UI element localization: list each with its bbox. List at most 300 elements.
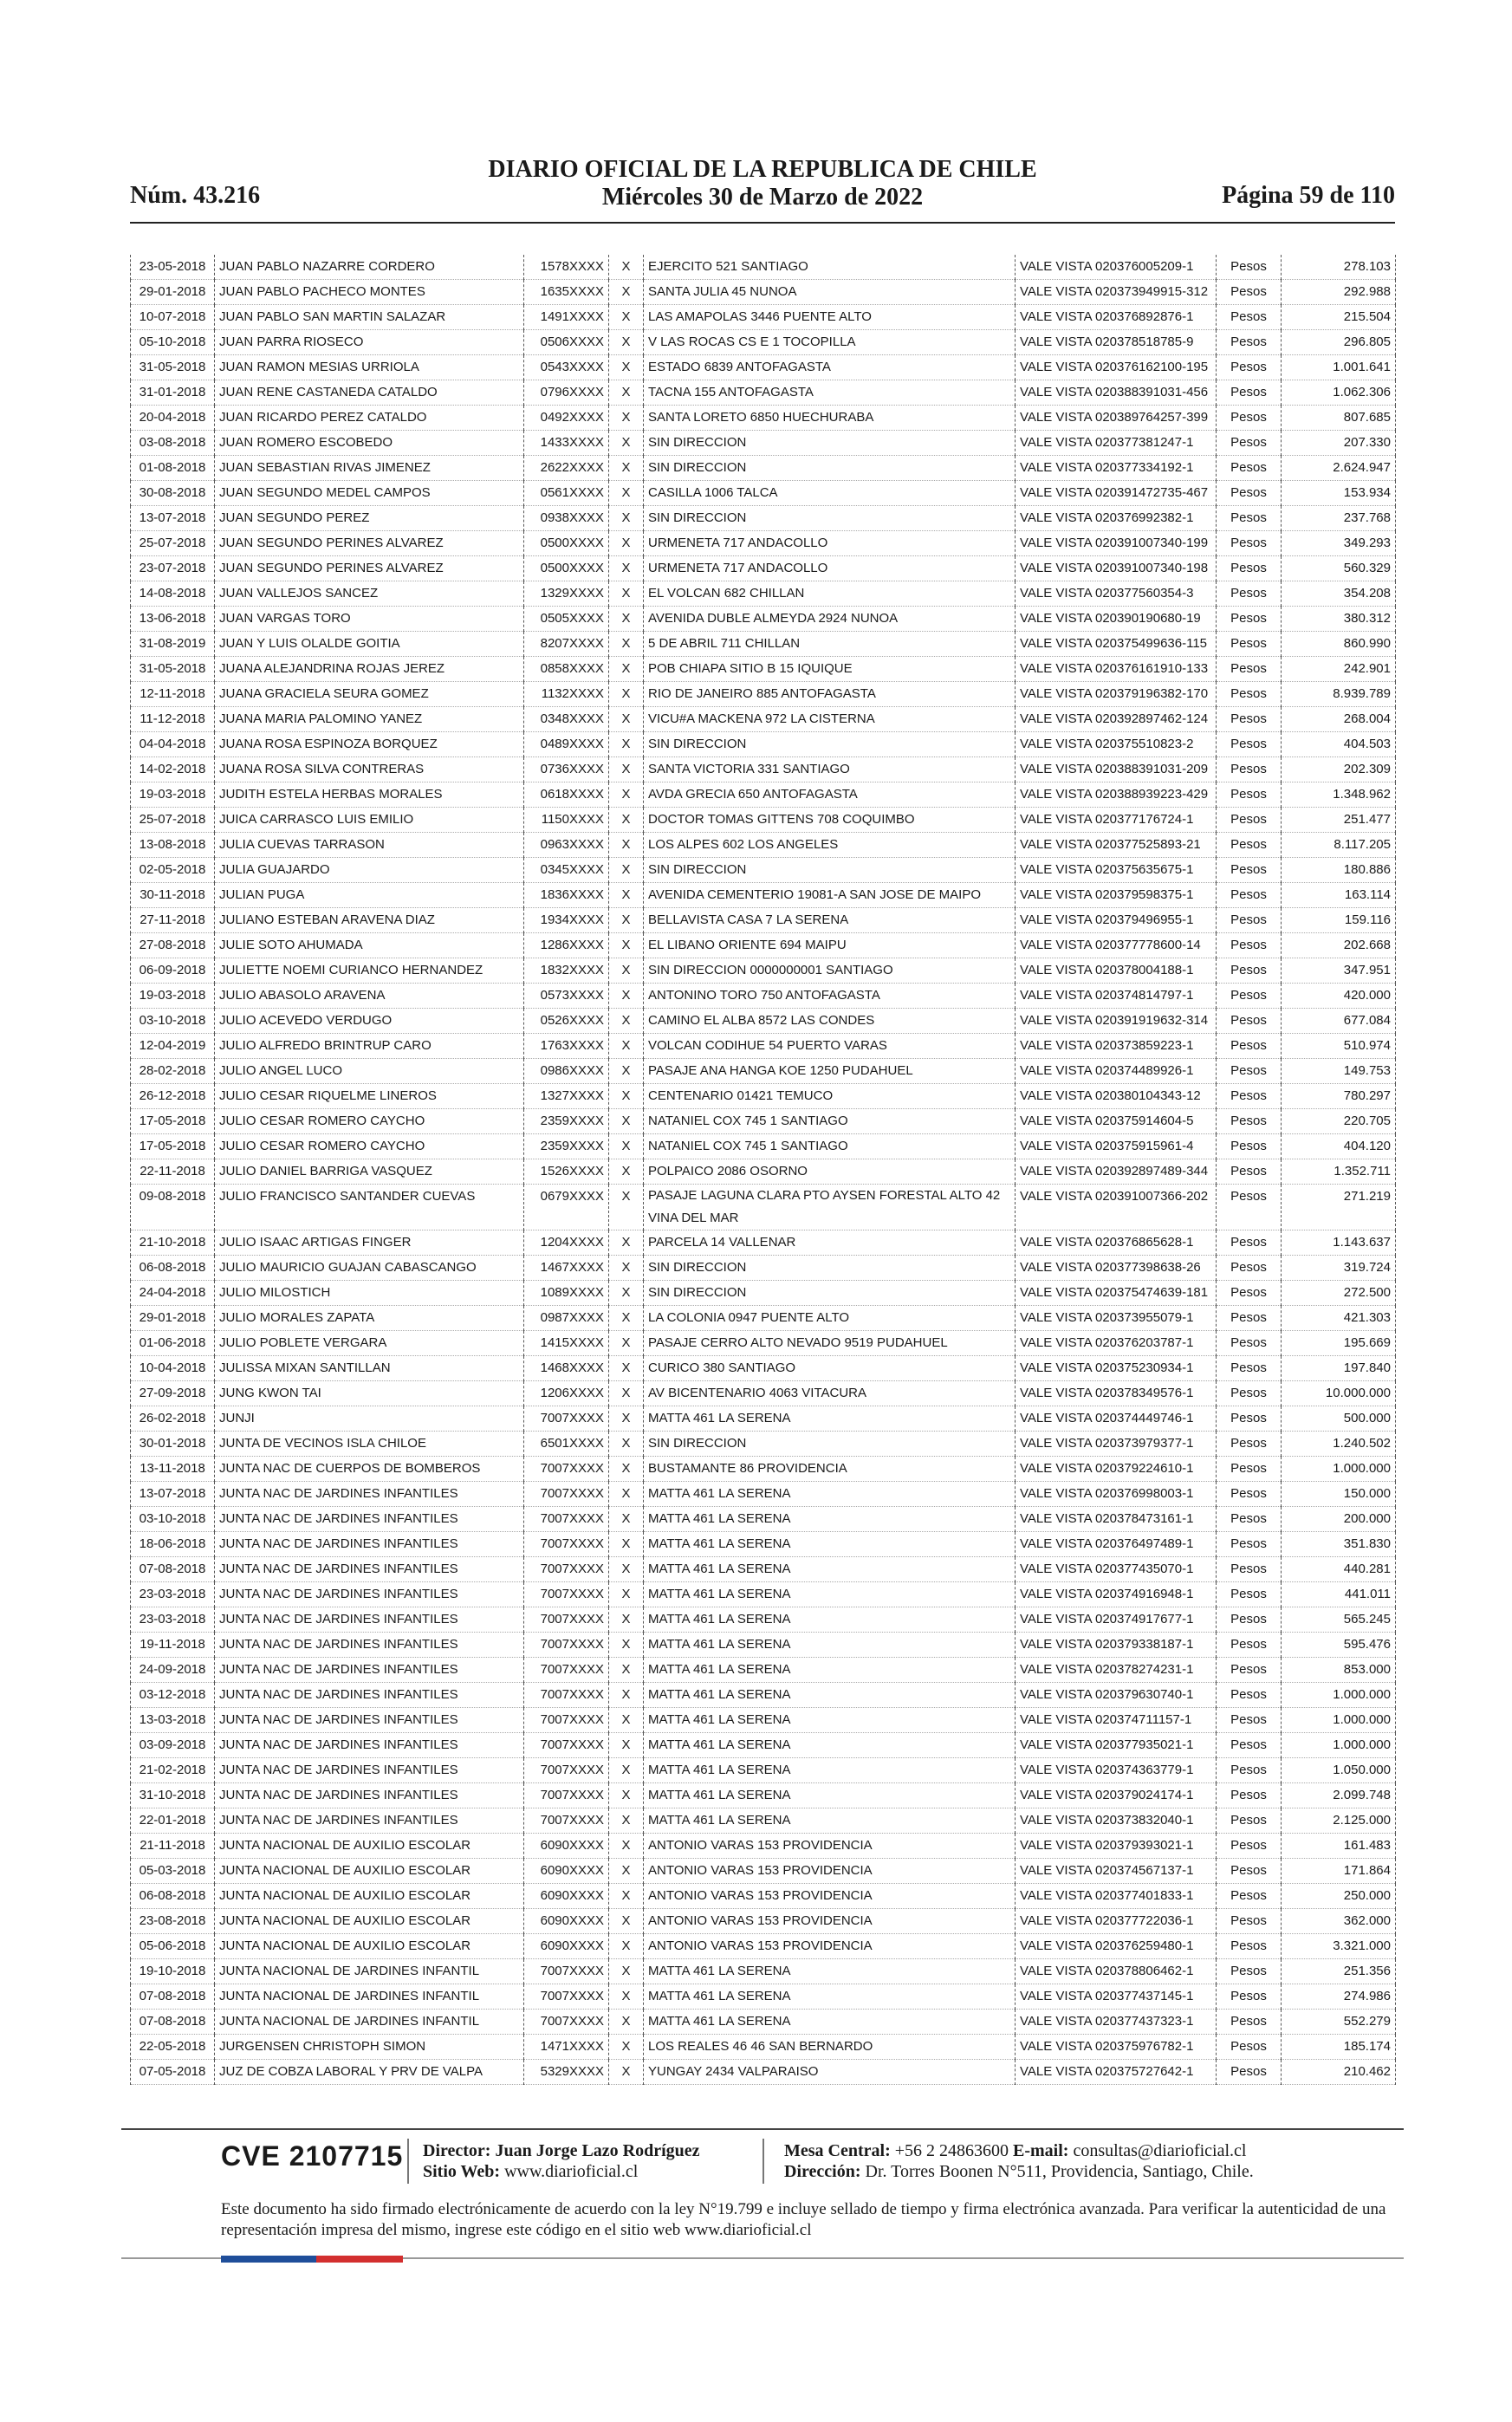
date-cell: 31-05-2018	[131, 355, 215, 380]
currency-cell: Pesos	[1217, 1582, 1282, 1607]
mark-cell: X	[609, 1808, 644, 1834]
rut-cell: 7007XXXX	[524, 1607, 609, 1633]
table-row	[131, 1159, 1396, 1185]
name-cell: JUNTA NACIONAL DE AUXILIO ESCOLAR	[215, 1909, 524, 1934]
table-row	[131, 1733, 1396, 1758]
amount-cell: 274.986	[1282, 1984, 1396, 2010]
name-cell: JUNTA NACIONAL DE JARDINES INFANTIL	[215, 1984, 524, 2010]
table-row	[131, 1934, 1396, 1959]
mark-cell: X	[609, 1230, 644, 1256]
date-cell: 13-07-2018	[131, 506, 215, 531]
amount-cell: 171.864	[1282, 1859, 1396, 1884]
rut-cell: 0679XXXX	[524, 1185, 609, 1230]
rut-cell: 1468XXXX	[524, 1356, 609, 1381]
document-cell: VALE VISTA 020378004188-1	[1016, 958, 1217, 984]
rut-cell: 0986XXXX	[524, 1059, 609, 1084]
date-cell: 23-05-2018	[131, 255, 215, 280]
currency-cell: Pesos	[1217, 1084, 1282, 1109]
document-cell: VALE VISTA 020377398638-26	[1016, 1256, 1217, 1281]
mark-cell: X	[609, 1758, 644, 1783]
mark-cell: X	[609, 1733, 644, 1758]
address-cell: AVENIDA CEMENTERIO 19081-A SAN JOSE DE MAIPO	[644, 883, 1016, 908]
rut-cell: 7007XXXX	[524, 1532, 609, 1557]
name-cell: JUNTA NAC DE JARDINES INFANTILES	[215, 1507, 524, 1532]
name-cell: JULIO FRANCISCO SANTANDER CUEVAS	[215, 1185, 524, 1230]
amount-cell: 1.000.000	[1282, 1683, 1396, 1708]
rut-cell: 7007XXXX	[524, 1783, 609, 1808]
document-cell: VALE VISTA 020375230934-1	[1016, 1356, 1217, 1381]
amount-cell: 560.329	[1282, 556, 1396, 581]
document-cell: VALE VISTA 020377437145-1	[1016, 1984, 1217, 2010]
amount-cell: 1.143.637	[1282, 1230, 1396, 1256]
name-cell: JUANA ROSA ESPINOZA BORQUEZ	[215, 732, 524, 757]
amount-cell: 8.939.789	[1282, 682, 1396, 707]
date-cell: 19-03-2018	[131, 782, 215, 808]
rut-cell: 0500XXXX	[524, 556, 609, 581]
rut-cell: 0489XXXX	[524, 732, 609, 757]
name-cell: JUAN VALLEJOS SANCEZ	[215, 581, 524, 607]
table-row	[131, 1758, 1396, 1783]
contact-block	[784, 2140, 1254, 2182]
document-cell: VALE VISTA 020374489926-1	[1016, 1059, 1217, 1084]
rut-cell: 6501XXXX	[524, 1432, 609, 1457]
address-cell: POLPAICO 2086 OSORNO	[644, 1159, 1016, 1185]
date-cell: 12-11-2018	[131, 682, 215, 707]
mark-cell: X	[609, 280, 644, 305]
address-cell: ANTONIO VARAS 153 PROVIDENCIA	[644, 1934, 1016, 1959]
table-row	[131, 933, 1396, 958]
address-cell: AVDA GRECIA 650 ANTOFAGASTA	[644, 782, 1016, 808]
currency-cell: Pesos	[1217, 1959, 1282, 1984]
name-cell: JULISSA MIXAN SANTILLAN	[215, 1356, 524, 1381]
date-cell: 05-06-2018	[131, 1934, 215, 1959]
date-cell: 01-06-2018	[131, 1331, 215, 1356]
date-cell: 07-08-2018	[131, 1984, 215, 2010]
address-cell: SIN DIRECCION	[644, 1281, 1016, 1306]
address-cell: AVENIDA DUBLE ALMEYDA 2924 NUNOA	[644, 607, 1016, 632]
name-cell: JUNTA NAC DE JARDINES INFANTILES	[215, 1708, 524, 1733]
rut-cell: 6090XXXX	[524, 1934, 609, 1959]
date-cell: 21-10-2018	[131, 1230, 215, 1256]
currency-cell: Pesos	[1217, 380, 1282, 406]
amount-cell: 161.483	[1282, 1834, 1396, 1859]
date-cell: 05-03-2018	[131, 1859, 215, 1884]
amount-cell: 1.001.641	[1282, 355, 1396, 380]
table-row	[131, 1084, 1396, 1109]
address-cell: URMENETA 717 ANDACOLLO	[644, 556, 1016, 581]
date-cell: 25-07-2018	[131, 531, 215, 556]
document-cell: VALE VISTA 020377525893-21	[1016, 833, 1217, 858]
document-cell: VALE VISTA 020391007366-202	[1016, 1185, 1217, 1230]
name-cell: JUNTA NACIONAL DE AUXILIO ESCOLAR	[215, 1859, 524, 1884]
rut-cell: 7007XXXX	[524, 1557, 609, 1582]
table-row	[131, 456, 1396, 481]
date-cell: 06-09-2018	[131, 958, 215, 984]
name-cell: JUAN SEGUNDO PEREZ	[215, 506, 524, 531]
mark-cell: X	[609, 908, 644, 933]
address-cell: MATTA 461 LA SERENA	[644, 1683, 1016, 1708]
name-cell: JUNTA NAC DE JARDINES INFANTILES	[215, 1633, 524, 1658]
name-cell: JUAN SEGUNDO MEDEL CAMPOS	[215, 481, 524, 506]
address-cell: MATTA 461 LA SERENA	[644, 1733, 1016, 1758]
name-cell: JULIO CESAR ROMERO CAYCHO	[215, 1134, 524, 1159]
name-cell: JUANA GRACIELA SEURA GOMEZ	[215, 682, 524, 707]
rut-cell: 0796XXXX	[524, 380, 609, 406]
name-cell: JUAN RENE CASTANEDA CATALDO	[215, 380, 524, 406]
document-cell: VALE VISTA 020376992382-1	[1016, 506, 1217, 531]
table-row	[131, 1607, 1396, 1633]
address-cell: MATTA 461 LA SERENA	[644, 1482, 1016, 1507]
name-cell: JUNTA NAC DE JARDINES INFANTILES	[215, 1532, 524, 1557]
table-row	[131, 1482, 1396, 1507]
rut-cell: 0345XXXX	[524, 858, 609, 883]
address-cell: SIN DIRECCION	[644, 858, 1016, 883]
date-cell: 19-10-2018	[131, 1959, 215, 1984]
document-cell: VALE VISTA 020391919632-314	[1016, 1009, 1217, 1034]
date-cell: 03-10-2018	[131, 1009, 215, 1034]
name-cell: JUAN RICARDO PEREZ CATALDO	[215, 406, 524, 431]
amount-cell: 441.011	[1282, 1582, 1396, 1607]
footer-separator	[762, 2139, 764, 2184]
mark-cell: X	[609, 1683, 644, 1708]
header-rule	[130, 222, 1395, 224]
date-cell: 29-01-2018	[131, 280, 215, 305]
date-cell: 13-06-2018	[131, 607, 215, 632]
rut-cell: 6090XXXX	[524, 1884, 609, 1909]
page-header	[130, 156, 1395, 217]
table-row	[131, 1281, 1396, 1306]
currency-cell: Pesos	[1217, 607, 1282, 632]
document-cell: VALE VISTA 020376865628-1	[1016, 1230, 1217, 1256]
amount-cell: 1.352.711	[1282, 1159, 1396, 1185]
amount-cell: 362.000	[1282, 1909, 1396, 1934]
amount-cell: 292.988	[1282, 280, 1396, 305]
rut-cell: 0526XXXX	[524, 1009, 609, 1034]
amount-cell: 595.476	[1282, 1633, 1396, 1658]
email-link[interactable]: consultas@diarioficial.cl	[1073, 2141, 1247, 2160]
document-cell: VALE VISTA 020379496955-1	[1016, 908, 1217, 933]
table-row	[131, 506, 1396, 531]
document-cell: VALE VISTA 020373859223-1	[1016, 1034, 1217, 1059]
amount-cell: 8.117.205	[1282, 833, 1396, 858]
date-cell: 28-02-2018	[131, 1059, 215, 1084]
rut-cell: 0505XXXX	[524, 607, 609, 632]
table-row	[131, 556, 1396, 581]
amount-cell: 351.830	[1282, 1532, 1396, 1557]
date-cell: 22-01-2018	[131, 1808, 215, 1834]
address-cell: URMENETA 717 ANDACOLLO	[644, 531, 1016, 556]
rut-cell: 1150XXXX	[524, 808, 609, 833]
currency-cell: Pesos	[1217, 330, 1282, 355]
address-cell: SIN DIRECCION	[644, 456, 1016, 481]
address-cell: NATANIEL COX 745 1 SANTIAGO	[644, 1109, 1016, 1134]
address-label: Dirección:	[784, 2162, 861, 2181]
name-cell: JUNTA NAC DE JARDINES INFANTILES	[215, 1557, 524, 1582]
amount-cell: 2.624.947	[1282, 456, 1396, 481]
currency-cell: Pesos	[1217, 833, 1282, 858]
site-link[interactable]: www.diarioficial.cl	[504, 2162, 639, 2181]
name-cell: JUNG KWON TAI	[215, 1381, 524, 1406]
name-cell: JULIETTE NOEMI CURIANCO HERNANDEZ	[215, 958, 524, 984]
rut-cell: 7007XXXX	[524, 1633, 609, 1658]
mark-cell: X	[609, 858, 644, 883]
address-cell: MATTA 461 LA SERENA	[644, 1507, 1016, 1532]
document-cell: VALE VISTA 020375727642-1	[1016, 2060, 1217, 2085]
table-row	[131, 1808, 1396, 1834]
currency-cell: Pesos	[1217, 1507, 1282, 1532]
table-row	[131, 732, 1396, 757]
document-cell: VALE VISTA 020376259480-1	[1016, 1934, 1217, 1959]
table-row	[131, 1009, 1396, 1034]
date-cell: 13-03-2018	[131, 1708, 215, 1733]
mark-cell: X	[609, 1582, 644, 1607]
amount-cell: 2.099.748	[1282, 1783, 1396, 1808]
date-cell: 10-07-2018	[131, 305, 215, 330]
table-row	[131, 481, 1396, 506]
currency-cell: Pesos	[1217, 1607, 1282, 1633]
document-cell: VALE VISTA 020374567137-1	[1016, 1859, 1217, 1884]
table-row	[131, 1331, 1396, 1356]
document-cell: VALE VISTA 020374917677-1	[1016, 1607, 1217, 1633]
table-row	[131, 1834, 1396, 1859]
rut-cell: 0506XXXX	[524, 330, 609, 355]
name-cell: JUAN SEBASTIAN RIVAS JIMENEZ	[215, 456, 524, 481]
currency-cell: Pesos	[1217, 1708, 1282, 1733]
currency-cell: Pesos	[1217, 1381, 1282, 1406]
mark-cell: X	[609, 657, 644, 682]
document-cell: VALE VISTA 020377560354-3	[1016, 581, 1217, 607]
name-cell: JUNTA NACIONAL DE AUXILIO ESCOLAR	[215, 1884, 524, 1909]
amount-cell: 202.309	[1282, 757, 1396, 782]
rut-cell: 0348XXXX	[524, 707, 609, 732]
amount-cell: 354.208	[1282, 581, 1396, 607]
rut-cell: 2622XXXX	[524, 456, 609, 481]
document-cell: VALE VISTA 020379393021-1	[1016, 1834, 1217, 1859]
email-label: E-mail:	[1013, 2141, 1069, 2160]
amount-cell: 1.050.000	[1282, 1758, 1396, 1783]
director-block	[423, 2140, 700, 2182]
date-cell: 24-09-2018	[131, 1658, 215, 1683]
currency-cell: Pesos	[1217, 531, 1282, 556]
table-row	[131, 1406, 1396, 1432]
rut-cell: 0858XXXX	[524, 657, 609, 682]
mark-cell: X	[609, 1406, 644, 1432]
name-cell: JUAN PABLO PACHECO MONTES	[215, 280, 524, 305]
currency-cell: Pesos	[1217, 1059, 1282, 1084]
amount-cell: 404.503	[1282, 732, 1396, 757]
amount-cell: 159.116	[1282, 908, 1396, 933]
mark-cell: X	[609, 1834, 644, 1859]
document-cell: VALE VISTA 020373979377-1	[1016, 1432, 1217, 1457]
mark-cell: X	[609, 581, 644, 607]
currency-cell: Pesos	[1217, 2060, 1282, 2085]
mark-cell: X	[609, 1457, 644, 1482]
flag-stripe-red	[316, 2256, 403, 2263]
currency-cell: Pesos	[1217, 1009, 1282, 1034]
rut-cell: 1206XXXX	[524, 1381, 609, 1406]
mark-cell: X	[609, 1607, 644, 1633]
amount-cell: 153.934	[1282, 481, 1396, 506]
name-cell: JUAN PABLO SAN MARTIN SALAZAR	[215, 305, 524, 330]
amount-cell: 237.768	[1282, 506, 1396, 531]
currency-cell: Pesos	[1217, 1808, 1282, 1834]
name-cell: JUANA MARIA PALOMINO YANEZ	[215, 707, 524, 732]
currency-cell: Pesos	[1217, 858, 1282, 883]
currency-cell: Pesos	[1217, 1159, 1282, 1185]
name-cell: JUAN Y LUIS OLALDE GOITIA	[215, 632, 524, 657]
document-cell: VALE VISTA 020378349576-1	[1016, 1381, 1217, 1406]
rut-cell: 7007XXXX	[524, 1808, 609, 1834]
document-cell: VALE VISTA 020378518785-9	[1016, 330, 1217, 355]
document-cell: VALE VISTA 020378473161-1	[1016, 1507, 1217, 1532]
date-cell: 13-07-2018	[131, 1482, 215, 1507]
currency-cell: Pesos	[1217, 1984, 1282, 2010]
rut-cell: 7007XXXX	[524, 1733, 609, 1758]
rut-cell: 1635XXXX	[524, 280, 609, 305]
amount-cell: 3.321.000	[1282, 1934, 1396, 1959]
address-cell: CENTENARIO 01421 TEMUCO	[644, 1084, 1016, 1109]
publication-date: Miércoles 30 de Marzo de 2022	[601, 184, 924, 211]
date-cell: 23-03-2018	[131, 1582, 215, 1607]
rut-cell: 1089XXXX	[524, 1281, 609, 1306]
mark-cell: X	[609, 1859, 644, 1884]
rut-cell: 0963XXXX	[524, 833, 609, 858]
mark-cell: X	[609, 833, 644, 858]
mark-cell: X	[609, 2010, 644, 2035]
rut-cell: 2359XXXX	[524, 1134, 609, 1159]
mark-cell: X	[609, 757, 644, 782]
document-cell: VALE VISTA 020388391031-209	[1016, 757, 1217, 782]
amount-cell: 197.840	[1282, 1356, 1396, 1381]
currency-cell: Pesos	[1217, 632, 1282, 657]
rut-cell: 1526XXXX	[524, 1159, 609, 1185]
mark-cell: X	[609, 707, 644, 732]
document-cell: VALE VISTA 020390190680-19	[1016, 607, 1217, 632]
document-cell: VALE VISTA 020378806462-1	[1016, 1959, 1217, 1984]
mark-cell: X	[609, 380, 644, 406]
document-cell: VALE VISTA 020376161910-133	[1016, 657, 1217, 682]
table-row	[131, 1134, 1396, 1159]
address-cell: EJERCITO 521 SANTIAGO	[644, 255, 1016, 280]
mark-cell: X	[609, 984, 644, 1009]
table-row	[131, 1185, 1396, 1230]
date-cell: 19-03-2018	[131, 984, 215, 1009]
amount-cell: 349.293	[1282, 531, 1396, 556]
address-cell: AV BICENTENARIO 4063 VITACURA	[644, 1381, 1016, 1406]
table-row	[131, 607, 1396, 632]
amount-cell: 250.000	[1282, 1884, 1396, 1909]
currency-cell: Pesos	[1217, 431, 1282, 456]
mark-cell: X	[609, 1482, 644, 1507]
currency-cell: Pesos	[1217, 406, 1282, 431]
address-cell: ANTONINO TORO 750 ANTOFAGASTA	[644, 984, 1016, 1009]
flag-stripe-blue	[221, 2256, 316, 2263]
currency-cell: Pesos	[1217, 1733, 1282, 1758]
amount-cell: 220.705	[1282, 1109, 1396, 1134]
name-cell: JULIO CESAR ROMERO CAYCHO	[215, 1109, 524, 1134]
amount-cell: 149.753	[1282, 1059, 1396, 1084]
mark-cell: X	[609, 1306, 644, 1331]
currency-cell: Pesos	[1217, 1557, 1282, 1582]
mark-cell: X	[609, 1185, 644, 1230]
mark-cell: X	[609, 481, 644, 506]
document-cell: VALE VISTA 020377334192-1	[1016, 456, 1217, 481]
document-cell: VALE VISTA 020376203787-1	[1016, 1331, 1217, 1356]
table-row	[131, 1356, 1396, 1381]
mark-cell: X	[609, 2035, 644, 2060]
date-cell: 24-04-2018	[131, 1281, 215, 1306]
date-cell: 29-01-2018	[131, 1306, 215, 1331]
amount-cell: 251.356	[1282, 1959, 1396, 1984]
document-cell: VALE VISTA 020375915961-4	[1016, 1134, 1217, 1159]
document-cell: VALE VISTA 020391007340-199	[1016, 531, 1217, 556]
name-cell: JULIO MILOSTICH	[215, 1281, 524, 1306]
amount-cell: 380.312	[1282, 607, 1396, 632]
rut-cell: 7007XXXX	[524, 1406, 609, 1432]
currency-cell: Pesos	[1217, 1783, 1282, 1808]
name-cell: JULIO MORALES ZAPATA	[215, 1306, 524, 1331]
currency-cell: Pesos	[1217, 808, 1282, 833]
address-cell: VOLCAN CODIHUE 54 PUERTO VARAS	[644, 1034, 1016, 1059]
currency-cell: Pesos	[1217, 1356, 1282, 1381]
name-cell: JUNTA NAC DE JARDINES INFANTILES	[215, 1758, 524, 1783]
date-cell: 07-08-2018	[131, 1557, 215, 1582]
mark-cell: X	[609, 2060, 644, 2085]
date-cell: 31-05-2018	[131, 657, 215, 682]
address-cell: LA COLONIA 0947 PUENTE ALTO	[644, 1306, 1016, 1331]
currency-cell: Pesos	[1217, 908, 1282, 933]
document-cell: VALE VISTA 020377401833-1	[1016, 1884, 1217, 1909]
name-cell: JUNTA NAC DE JARDINES INFANTILES	[215, 1733, 524, 1758]
document-cell: VALE VISTA 020392897489-344	[1016, 1159, 1217, 1185]
amount-cell: 1.000.000	[1282, 1733, 1396, 1758]
mark-cell: X	[609, 1909, 644, 1934]
table-row	[131, 908, 1396, 933]
document-cell: VALE VISTA 020374916948-1	[1016, 1582, 1217, 1607]
currency-cell: Pesos	[1217, 255, 1282, 280]
currency-cell: Pesos	[1217, 355, 1282, 380]
date-cell: 26-12-2018	[131, 1084, 215, 1109]
date-cell: 09-08-2018	[131, 1185, 215, 1230]
table-row	[131, 330, 1396, 355]
date-cell: 07-05-2018	[131, 2060, 215, 2085]
table-row	[131, 833, 1396, 858]
name-cell: JUNTA NAC DE JARDINES INFANTILES	[215, 1783, 524, 1808]
document-cell: VALE VISTA 020388939223-429	[1016, 782, 1217, 808]
date-cell: 17-05-2018	[131, 1109, 215, 1134]
mark-cell: X	[609, 933, 644, 958]
name-cell: JUAN PARRA RIOSECO	[215, 330, 524, 355]
document-cell: VALE VISTA 020376892876-1	[1016, 305, 1217, 330]
document-cell: VALE VISTA 020379196382-170	[1016, 682, 1217, 707]
mark-cell: X	[609, 355, 644, 380]
address-cell: PASAJE ANA HANGA KOE 1250 PUDAHUEL	[644, 1059, 1016, 1084]
address-cell: SANTA VICTORIA 331 SANTIAGO	[644, 757, 1016, 782]
date-cell: 07-08-2018	[131, 2010, 215, 2035]
date-cell: 27-09-2018	[131, 1381, 215, 1406]
address-cell: 5 DE ABRIL 711 CHILLAN	[644, 632, 1016, 657]
currency-cell: Pesos	[1217, 1532, 1282, 1557]
table-row	[131, 632, 1396, 657]
amount-cell: 860.990	[1282, 632, 1396, 657]
mesa-phone: +56 2 24863600	[894, 2141, 1009, 2160]
currency-cell: Pesos	[1217, 883, 1282, 908]
table-row	[131, 1783, 1396, 1808]
table-row	[131, 1230, 1396, 1256]
rut-cell: 1578XXXX	[524, 255, 609, 280]
mark-cell: X	[609, 1356, 644, 1381]
table-row	[131, 1884, 1396, 1909]
